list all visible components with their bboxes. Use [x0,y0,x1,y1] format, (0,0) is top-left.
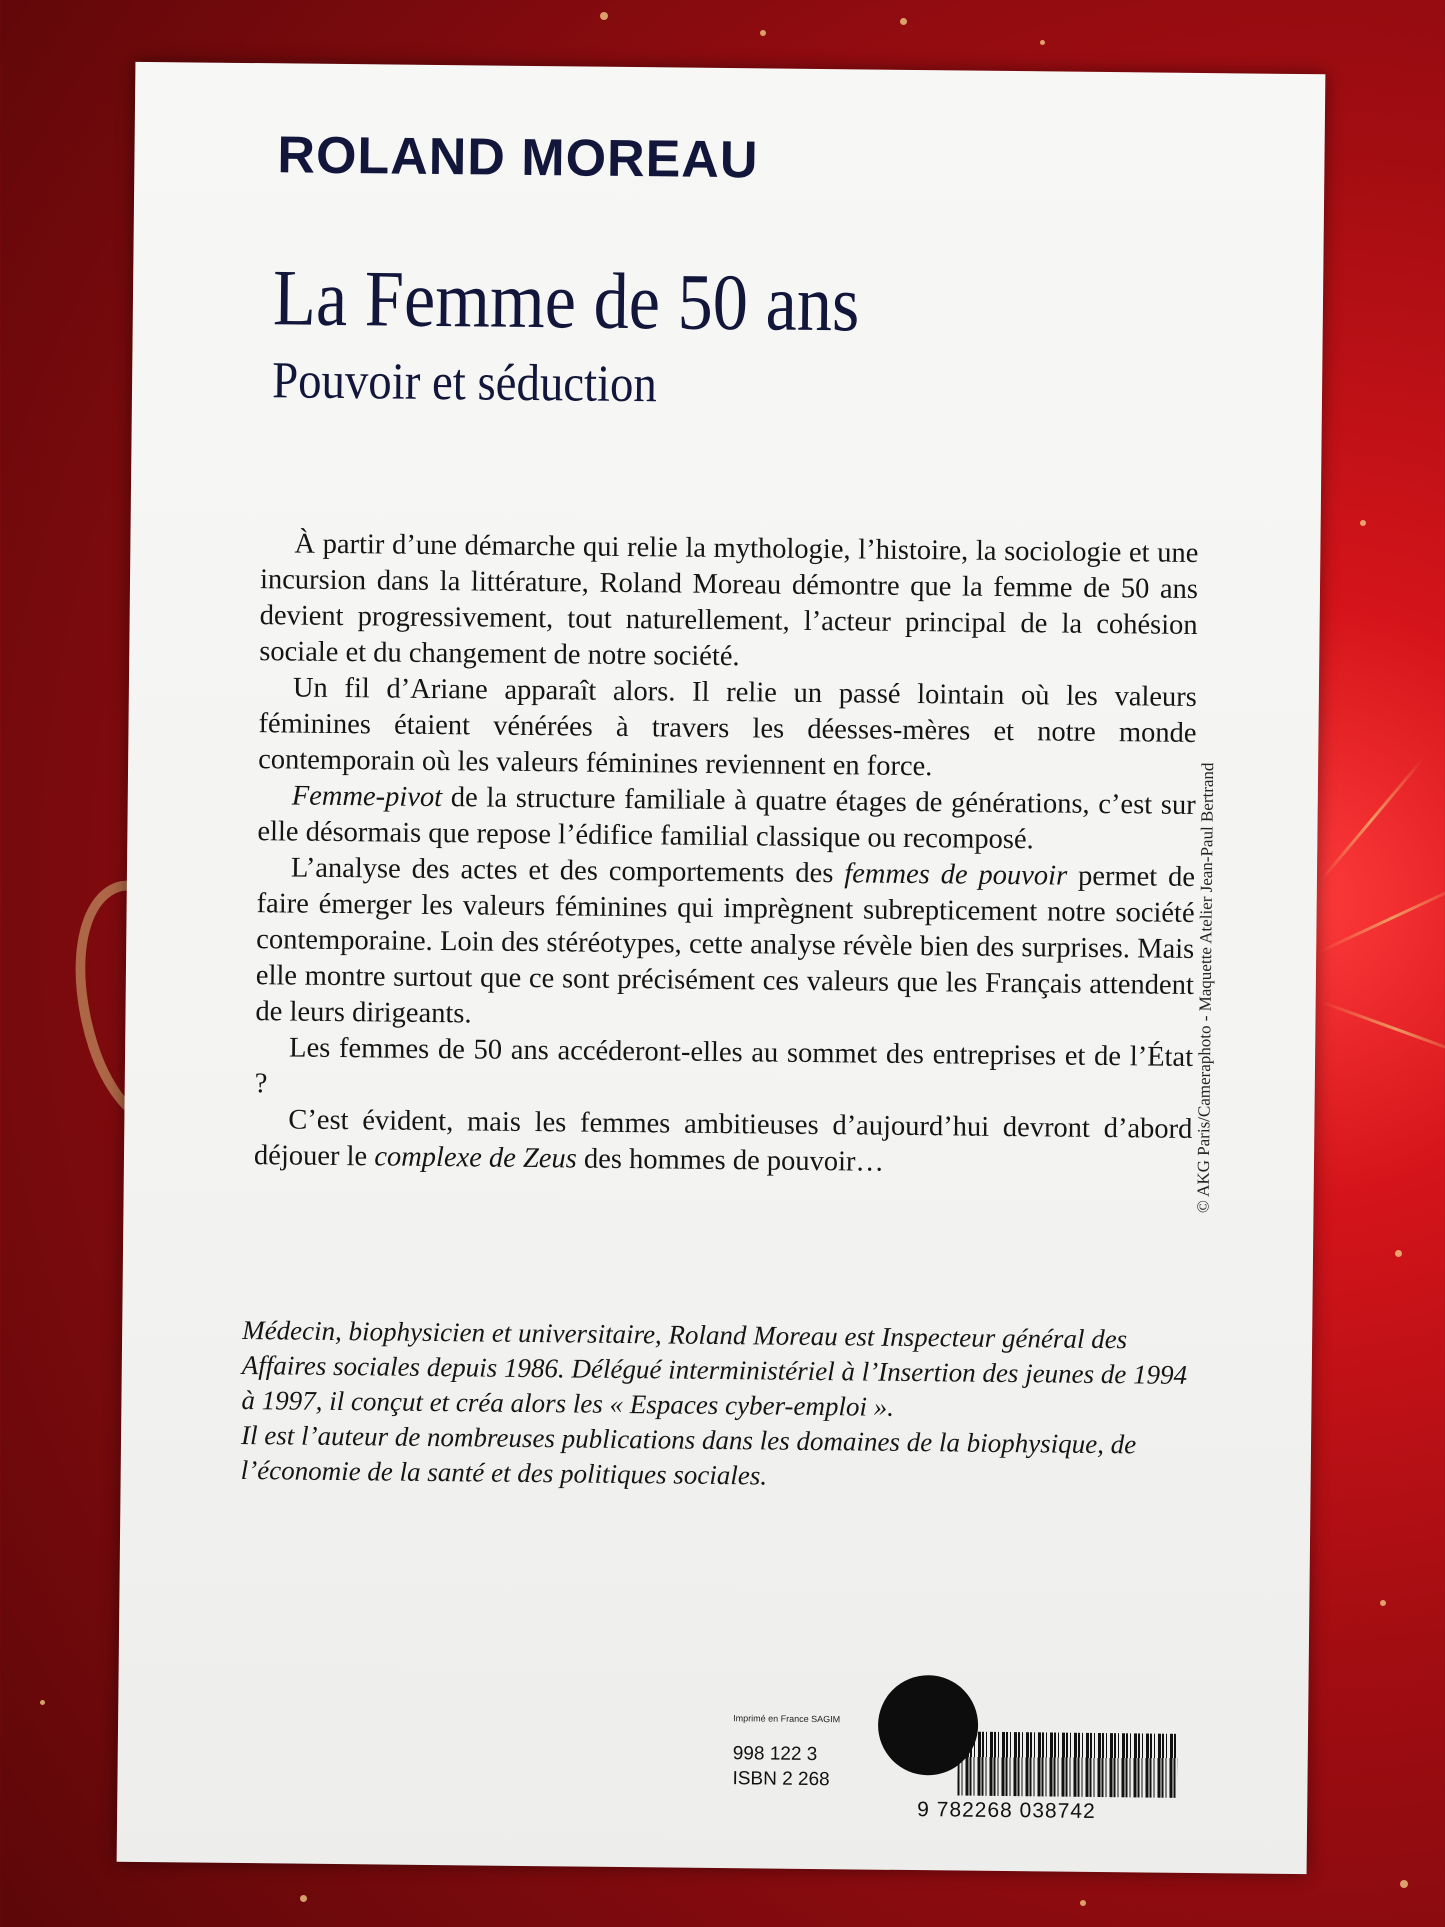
book-subtitle: Pouvoir et séduction [271,352,658,414]
book-title: La Femme de 50 ans [272,254,860,349]
blurb-paragraph-lead: Un fil d’Ariane apparaît alors. Il relie un passé lointain où les valeurs féminines étaient vénérées à travers les déesses-mères et notre monde contemporain où les valeurs féminines reviennent en force. [257,672,1198,783]
print-note: Imprimé en France SAGIM [733,1713,841,1725]
barcode-bars [957,1732,1178,1798]
blurb-paragraph [255,850,1195,1040]
bio-paragraph: Médecin, biophysicien et universitaire, Roland Moreau est Inspecteur général des Affaires sociales depuis 1986. Délégué interministériel à l’Insertion des jeunes de 1994 à 1997, il conçut et créa alors les « Espaces cyber-emploi ». [241,1315,1188,1422]
blurb-paragraph [257,778,1196,860]
isbn-number: ISBN 2 268 [732,1768,830,1791]
blurb-paragraph-rest: permet de faire émerger les valeurs féminines qui imprègnent subrepticement notre société contemporaine. Loin des stéréotypes, cette analyse révèle bien des surprises. Mais elle montre surtout que ce sont précisément ces valeurs que les Français attendent de leurs dirigeants. [255,860,1196,1030]
blurb-paragraph [258,670,1197,788]
author-name: ROLAND MOREAU [277,126,759,190]
photo-credit: © AKG Paris/Cameraphoto - Maquette Atelier Jean-Paul Bertrand [1193,762,1218,1214]
blurb-paragraph-rest: de la structure familiale à quatre étages de générations, c’est sur elle désormais que repose l’édifice familial classique ou recomposé. [257,782,1196,856]
blurb-paragraph-rest: des hommes de pouvoir… [576,1143,885,1178]
light-ray [1319,883,1445,953]
blurb-text [254,526,1199,1184]
author-bio [241,1313,1198,1498]
price-sticker-circle [878,1675,979,1776]
blurb-paragraph: Les femmes de 50 ans accéderont-elles au sommet des entreprises et de l’État ? [254,1032,1194,1100]
blurb-paragraph [254,1102,1193,1184]
light-ray [1319,758,1424,882]
emphasis-femme-pivot: Femme-pivot [291,780,443,814]
light-ray [1319,1000,1445,1058]
internal-code: 998 122 3 [732,1743,818,1766]
emphasis-femmes-de-pouvoir: femmes de pouvoir [844,858,1068,892]
ean-digits: 9 782268 038742 [917,1798,1096,1823]
blurb-paragraph-start: L’analyse des actes et des comportements des [290,852,845,890]
bio-paragraph: Il est l’auteur de nombreuses publications dans les domaines de la biophysique, de l’économie de la santé et des politiques sociales. [240,1420,1137,1491]
blurb-paragraph-start: C’est évident, mais les femmes ambitieuses d’aujourd’hui devront d’abord déjouer le [253,1104,1193,1173]
emphasis-complexe-de-zeus: complexe de Zeus [374,1141,578,1175]
blurb-paragraph: À partir d’une démarche qui relie la mythologie, l’histoire, la sociologie et une incursion dans la littérature, Roland Moreau démontre que la femme de 50 ans devient progressivement, tout naturellement, l’acteur principal de la cohésion sociale et du changement de notre société. [259,528,1199,673]
book-back-cover [117,62,1326,1874]
